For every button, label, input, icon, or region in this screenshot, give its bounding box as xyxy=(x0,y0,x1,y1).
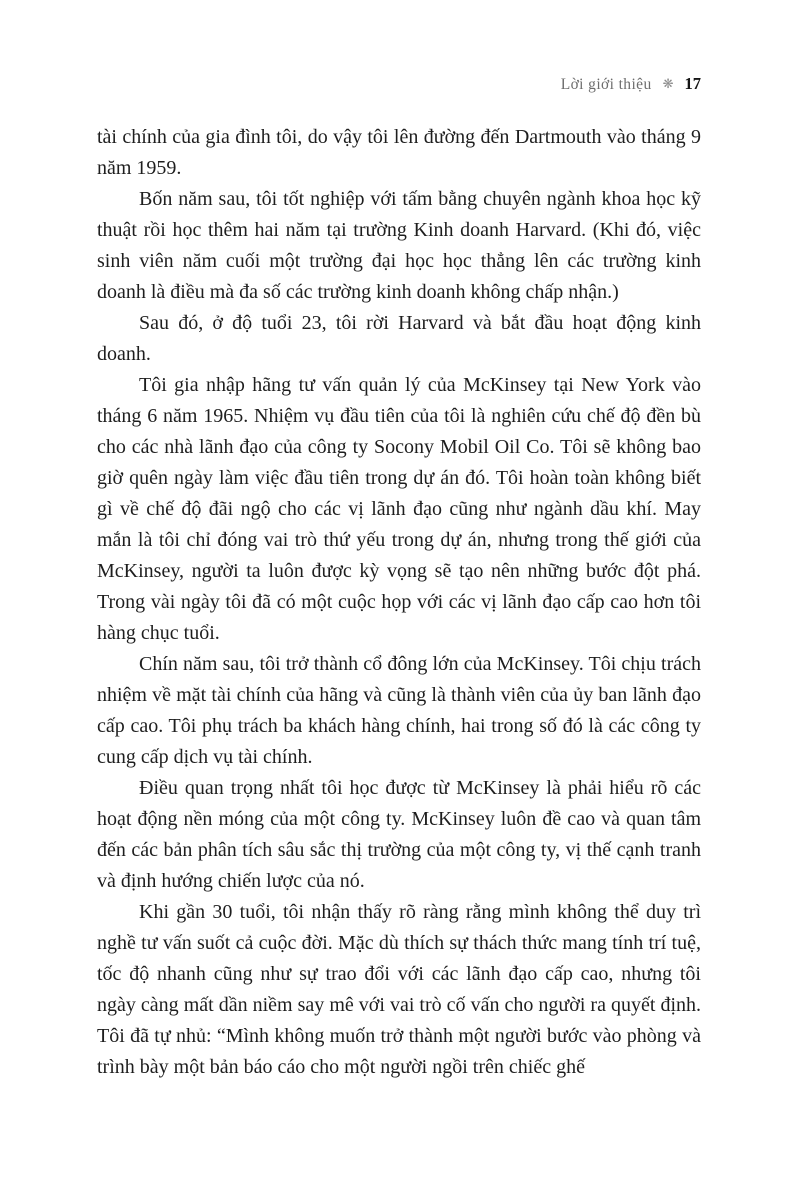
page-header xyxy=(97,74,701,94)
page-number: 17 xyxy=(684,74,701,93)
flower-separator-icon: ❋ xyxy=(662,76,674,91)
paragraph: Bốn năm sau, tôi tốt nghiệp với tấm bằng chuyên ngành khoa học kỹ thuật rồi học thêm hai năm tại trường Kinh doanh Harvard. (Khi đó, việc sinh viên năm cuối một trường đại học học thẳng lên các trường kinh doanh là điều mà đa số các trường kinh doanh không chấp nhận.) xyxy=(97,188,701,303)
running-title: Lời giới thiệu xyxy=(560,76,652,93)
paragraph: Sau đó, ở độ tuổi 23, tôi rời Harvard và bắt đầu hoạt động kinh doanh. xyxy=(97,312,701,365)
paragraph: Khi gần 30 tuổi, tôi nhận thấy rõ ràng rằng mình không thể duy trì nghề tư vấn suốt cả cuộc đời. Mặc dù thích sự thách thức mang tính trí tuệ, tốc độ nhanh cũng như sự trao đổi với các lãnh đạo cấp cao, nhưng tôi ngày càng mất dần niềm say mê với vai trò cố vấn cho người ra quyết định. Tôi đã tự nhủ: “Mình không muốn trở thành một người bước vào phòng và trình bày một bản báo cáo cho một người ngồi trên chiếc ghế xyxy=(97,901,701,1078)
body-text xyxy=(97,122,701,1083)
paragraph: Tôi gia nhập hãng tư vấn quản lý của McKinsey tại New York vào tháng 6 năm 1965. Nhiệm vụ đầu tiên của tôi là nghiên cứu chế độ đền bù cho các nhà lãnh đạo của công ty Socony Mobil Oil Co. Tôi sẽ không bao giờ quên ngày làm việc đầu tiên trong dự án đó. Tôi hoàn toàn không biết gì về chế độ đãi ngộ cho các vị lãnh đạo cũng như ngành dầu khí. May mắn là tôi chỉ đóng vai trò thứ yếu trong dự án, nhưng trong thế giới của McKinsey, người ta luôn được kỳ vọng sẽ tạo nên những bước đột phá. Trong vài ngày tôi đã có một cuộc họp với các vị lãnh đạo cấp cao hơn tôi hàng chục tuổi. xyxy=(97,374,701,644)
paragraph-continuation: tài chính của gia đình tôi, do vậy tôi lên đường đến Dartmouth vào tháng 9 năm 1959. xyxy=(97,126,701,179)
paragraph: Điều quan trọng nhất tôi học được từ McKinsey là phải hiểu rõ các hoạt động nền móng của một công ty. McKinsey luôn đề cao và quan tâm đến các bản phân tích sâu sắc thị trường của một công ty, vị thế cạnh tranh và định hướng chiến lược của nó. xyxy=(97,777,701,892)
paragraph: Chín năm sau, tôi trở thành cổ đông lớn của McKinsey. Tôi chịu trách nhiệm về mặt tài chính của hãng và cũng là thành viên của ủy ban lãnh đạo cấp cao. Tôi phụ trách ba khách hàng chính, hai trong số đó là các công ty cung cấp dịch vụ tài chính. xyxy=(97,653,701,768)
